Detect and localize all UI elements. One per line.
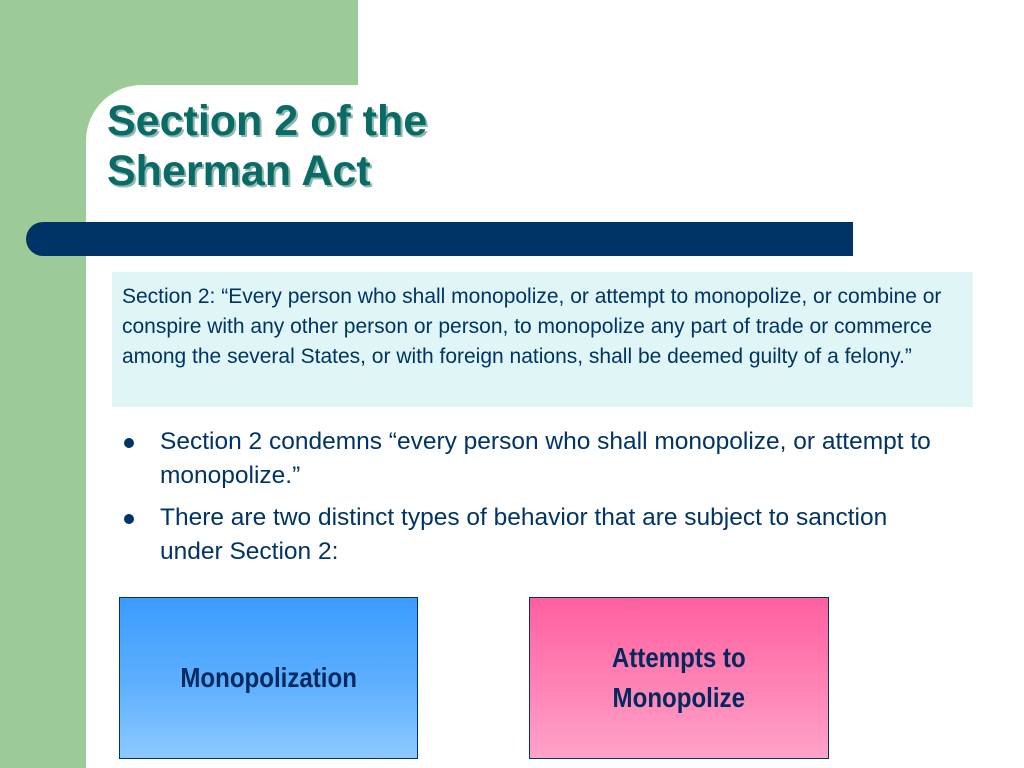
monopolization-label-line: Monopolization [180, 662, 357, 693]
attempts-label [612, 638, 746, 718]
slide-title-line-1: Section 2 of the [107, 97, 428, 145]
attempts-to-monopolize-box [529, 597, 829, 759]
statute-quote-box: Section 2: “Every person who shall monopolize, or attempt to monopolize, or combine or conspire with any other person or person, to monopolize any part of trade or commerce among the several States, or with foreign nations, shall be deemed guilty of a felony.” [112, 272, 973, 407]
slide-title-line-2: Sherman Act [107, 147, 371, 195]
title-underline-bar [26, 222, 853, 256]
slide-title [107, 96, 427, 196]
monopolization-label [180, 658, 357, 698]
bullet-text: There are two distinct types of behavior that are subject to sanction under Section 2: [160, 504, 888, 565]
bullet-item [120, 501, 940, 569]
attempts-label-line-2: Monopolize [612, 682, 746, 713]
attempts-label-line-1: Attempts to [612, 642, 746, 673]
bullet-text: Section 2 condemns “every person who shall monopolize, or attempt to monopolize.” [160, 428, 931, 489]
bullet-list [120, 425, 940, 577]
bullet-dot-icon [124, 438, 134, 448]
monopolization-box [119, 597, 418, 759]
bullet-item [120, 425, 940, 493]
bullet-dot-icon [124, 514, 134, 524]
